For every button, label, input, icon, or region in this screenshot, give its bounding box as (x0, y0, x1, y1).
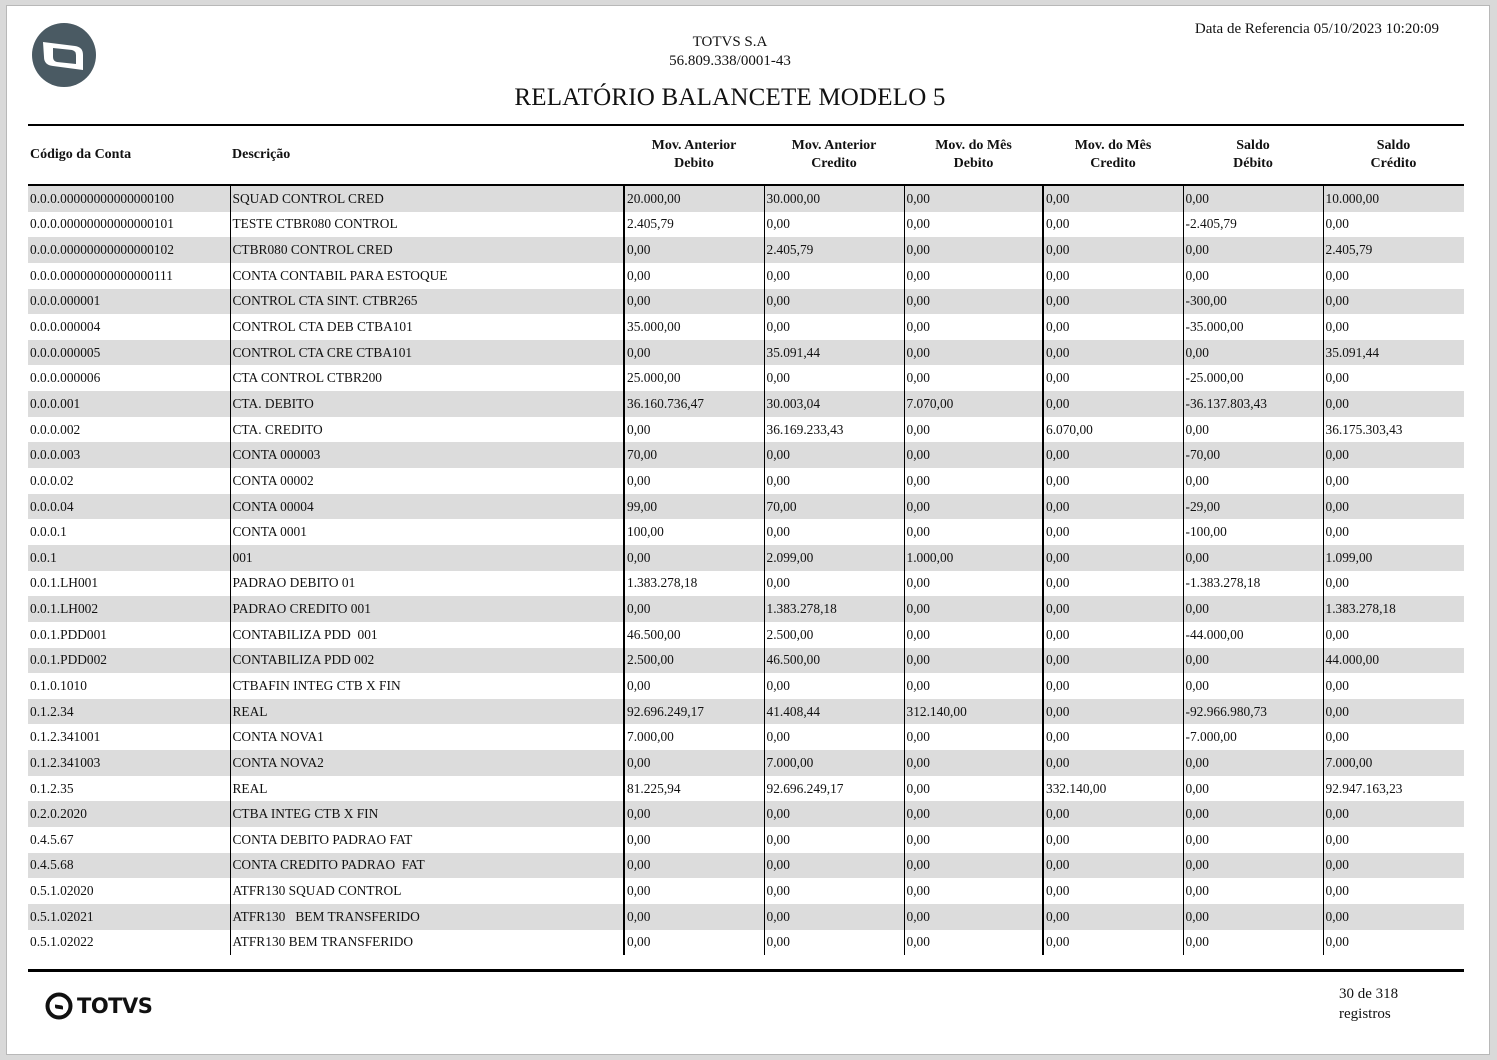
cell-month-debit: 0,00 (904, 776, 1043, 802)
cell-balance-debit: -2.405,79 (1183, 212, 1323, 238)
cell-month-debit: 0,00 (904, 519, 1043, 545)
cell-balance-credit: 0,00 (1323, 314, 1464, 340)
cell-prev-credit: 0,00 (764, 519, 904, 545)
table-row (28, 494, 1464, 520)
cell-balance-credit: 36.175.303,43 (1323, 417, 1464, 443)
cell-prev-credit: 35.091,44 (764, 340, 904, 366)
cell-account-code: 0.1.0.1010 (30, 677, 87, 693)
cell-prev-credit: 1.383.278,18 (764, 596, 904, 622)
cell-account-code: 0.1.2.35 (30, 780, 74, 796)
cell-description: ATFR130 BEM TRANSFERIDO (230, 930, 624, 956)
cell-description: CTA CONTROL CTBR200 (230, 365, 624, 391)
table-row (28, 648, 1464, 674)
cell-prev-credit: 70,00 (764, 494, 904, 520)
cell-month-debit: 1.000,00 (904, 545, 1043, 571)
cell-month-credit: 0,00 (1043, 519, 1183, 545)
cell-prev-credit: 46.500,00 (764, 648, 904, 674)
cell-prev-debit: 0,00 (624, 878, 764, 904)
table-row (28, 365, 1464, 391)
cell-description: TESTE CTBR080 CONTROL (230, 212, 624, 238)
cell-balance-credit: 2.405,79 (1323, 237, 1464, 263)
cell-account-code: 0.4.5.68 (28, 853, 230, 879)
cell-account-code: 0.0.1 (28, 545, 230, 571)
cell-account-code: 0.0.0.1 (30, 524, 67, 540)
cell-month-credit: 0,00 (1043, 185, 1183, 212)
cell-balance-debit: 0,00 (1183, 904, 1323, 930)
cell-description: PADRAO CREDITO 001 (230, 596, 624, 622)
cell-balance-credit: 0,00 (1323, 468, 1464, 494)
cell-prev-debit: 0,00 (624, 417, 764, 443)
cell-month-debit: 0,00 (904, 340, 1043, 366)
cell-prev-debit: 36.160.736,47 (624, 391, 764, 417)
cell-prev-credit: 92.696.249,17 (764, 776, 904, 802)
cell-balance-debit: 0,00 (1183, 776, 1323, 802)
table-row (28, 391, 1464, 417)
cell-prev-debit: 2.500,00 (624, 648, 764, 674)
cell-prev-debit: 92.696.249,17 (624, 699, 764, 725)
table-row (28, 622, 1464, 648)
cell-month-credit: 0,00 (1043, 340, 1183, 366)
table-body (28, 185, 1464, 955)
cell-prev-debit: 0,00 (624, 340, 764, 366)
cell-prev-debit: 0,00 (624, 750, 764, 776)
cell-prev-credit: 0,00 (764, 314, 904, 340)
table-row (28, 212, 1464, 238)
cell-balance-credit: 35.091,44 (1323, 340, 1464, 366)
table-row (28, 596, 1464, 622)
cell-prev-credit: 2.500,00 (764, 622, 904, 648)
company-name: TOTVS S.A (692, 34, 768, 50)
cell-month-credit: 0,00 (1043, 622, 1183, 648)
cell-prev-debit: 46.500,00 (624, 622, 764, 648)
cell-month-credit: 332.140,00 (1043, 776, 1183, 802)
cell-description: REAL (230, 776, 624, 802)
cell-account-code: 0.5.1.02021 (28, 904, 230, 930)
cell-balance-credit: 0,00 (1323, 212, 1464, 238)
cell-prev-credit: 0,00 (764, 442, 904, 468)
cell-prev-credit: 0,00 (764, 904, 904, 930)
cell-description: CONTA 00002 (230, 468, 624, 494)
cell-month-credit: 0,00 (1043, 571, 1183, 597)
cell-month-debit: 0,00 (904, 442, 1043, 468)
cell-account-code: 0.0.0.02 (30, 472, 74, 488)
report-page (6, 5, 1490, 1055)
cell-prev-debit: 0,00 (624, 827, 764, 853)
cell-month-credit: 0,00 (1043, 673, 1183, 699)
cell-prev-debit: 35.000,00 (624, 314, 764, 340)
cell-balance-credit: 0,00 (1323, 801, 1464, 827)
cell-balance-credit: 0,00 (1323, 622, 1464, 648)
cell-balance-credit: 1.099,00 (1323, 545, 1464, 571)
cell-balance-debit: -44.000,00 (1183, 622, 1323, 648)
cell-prev-debit: 99,00 (624, 494, 764, 520)
cell-month-debit: 0,00 (904, 417, 1043, 443)
cell-balance-credit: 0,00 (1323, 878, 1464, 904)
cell-description: CTA. DEBITO (230, 391, 624, 417)
cell-account-code: 0.0.0.00000000000000101 (30, 216, 174, 232)
balance-table (28, 126, 1464, 955)
cell-account-code: 0.0.0.002 (30, 421, 81, 437)
company-cnpj: 56.809.338/0001-43 (669, 53, 791, 69)
footer-brand-name: TOTVS (77, 994, 153, 1018)
cell-balance-debit: -70,00 (1183, 442, 1323, 468)
cell-prev-credit: 30.003,04 (764, 391, 904, 417)
cell-balance-credit: 0,00 (1323, 673, 1464, 699)
cell-description: CONTROL CTA DEB CTBA101 (230, 314, 624, 340)
cell-balance-debit: 0,00 (1183, 596, 1323, 622)
cell-prev-debit: 25.000,00 (624, 365, 764, 391)
cell-balance-debit: -7.000,00 (1183, 724, 1323, 750)
cell-prev-debit: 0,00 (624, 468, 764, 494)
cell-description: CONTA 000003 (230, 442, 624, 468)
cell-prev-credit: 41.408,44 (764, 699, 904, 725)
cell-month-debit: 0,00 (904, 930, 1043, 956)
cell-prev-credit: 30.000,00 (764, 185, 904, 212)
cell-description: CTBR080 CONTROL CRED (230, 237, 624, 263)
cell-account-code: 0.4.5.67 (30, 831, 74, 847)
cell-description: CONTA DEBITO PADRAO FAT (230, 827, 624, 853)
column-header-balance-credit: Saldo Crédito (1323, 126, 1464, 185)
cell-balance-debit: 0,00 (1183, 827, 1323, 853)
cell-account-code: 0.0.1.PDD001 (30, 626, 108, 642)
totvs-footer-logo-icon (45, 992, 73, 1020)
cell-balance-debit: -300,00 (1183, 289, 1323, 315)
cell-prev-debit: 0,00 (624, 237, 764, 263)
cell-balance-credit: 0,00 (1323, 494, 1464, 520)
cell-balance-debit: -35.000,00 (1183, 314, 1323, 340)
cell-balance-debit: -25.000,00 (1183, 365, 1323, 391)
cell-month-debit: 0,00 (904, 801, 1043, 827)
cell-account-code: 0.0.1.PDD002 (28, 648, 230, 674)
table-row (28, 673, 1464, 699)
cell-prev-debit: 81.225,94 (624, 776, 764, 802)
cell-prev-credit: 0,00 (764, 853, 904, 879)
cell-month-credit: 0,00 (1043, 596, 1183, 622)
cell-balance-debit: -92.966.980,73 (1183, 699, 1323, 725)
cell-prev-credit: 7.000,00 (764, 750, 904, 776)
cell-prev-debit: 0,00 (624, 930, 764, 956)
cell-month-debit: 0,00 (904, 904, 1043, 930)
cell-month-credit: 0,00 (1043, 878, 1183, 904)
cell-month-debit: 0,00 (904, 596, 1043, 622)
cell-balance-debit: 0,00 (1183, 930, 1323, 956)
cell-month-credit: 0,00 (1043, 699, 1183, 725)
table-row (28, 724, 1464, 750)
table-row (28, 519, 1464, 545)
cell-balance-credit: 0,00 (1323, 930, 1464, 956)
cell-account-code: 0.0.0.04 (28, 494, 230, 520)
cell-month-debit: 0,00 (904, 289, 1043, 315)
table-row (28, 417, 1464, 443)
cell-description: CONTA NOVA1 (230, 724, 624, 750)
cell-description: CTBAFIN INTEG CTB X FIN (230, 673, 624, 699)
cell-month-credit: 0,00 (1043, 724, 1183, 750)
cell-description: CONTABILIZA PDD 001 (230, 622, 624, 648)
cell-month-debit: 0,00 (904, 724, 1043, 750)
cell-month-debit: 0,00 (904, 212, 1043, 238)
cell-balance-credit: 92.947.163,23 (1323, 776, 1464, 802)
cell-balance-credit: 10.000,00 (1323, 185, 1464, 212)
cell-month-debit: 0,00 (904, 185, 1043, 212)
column-header-prev-debit: Mov. Anterior Debito (624, 126, 764, 185)
table-row (28, 878, 1464, 904)
cell-month-credit: 0,00 (1043, 468, 1183, 494)
cell-balance-debit: -29,00 (1183, 494, 1323, 520)
cell-prev-credit: 0,00 (764, 468, 904, 494)
cell-balance-debit: 0,00 (1183, 750, 1323, 776)
cell-prev-debit: 100,00 (624, 519, 764, 545)
cell-month-debit: 0,00 (904, 648, 1043, 674)
cell-month-credit: 0,00 (1043, 648, 1183, 674)
cell-month-credit: 0,00 (1043, 212, 1183, 238)
cell-month-credit: 0,00 (1043, 442, 1183, 468)
cell-month-debit: 0,00 (904, 468, 1043, 494)
cell-month-debit: 0,00 (904, 237, 1043, 263)
cell-month-credit: 0,00 (1043, 930, 1183, 956)
cell-month-debit: 0,00 (904, 622, 1043, 648)
cell-month-credit: 0,00 (1043, 391, 1183, 417)
cell-balance-debit: 0,00 (1183, 673, 1323, 699)
cell-balance-credit: 1.383.278,18 (1323, 596, 1464, 622)
cell-description: CTA. CREDITO (230, 417, 624, 443)
cell-month-credit: 0,00 (1043, 904, 1183, 930)
cell-account-code: 0.5.1.02022 (30, 934, 94, 950)
cell-month-credit: 0,00 (1043, 545, 1183, 571)
cell-prev-credit: 0,00 (764, 827, 904, 853)
cell-description: CONTA 0001 (230, 519, 624, 545)
cell-description: REAL (230, 699, 624, 725)
cell-balance-credit: 0,00 (1323, 365, 1464, 391)
cell-account-code: 0.1.2.341003 (28, 750, 230, 776)
cell-balance-credit: 0,00 (1323, 289, 1464, 315)
column-header-balance-debit: Saldo Débito (1183, 126, 1323, 185)
cell-prev-credit: 2.099,00 (764, 545, 904, 571)
cell-balance-debit: 0,00 (1183, 468, 1323, 494)
table-row (28, 750, 1464, 776)
cell-prev-credit: 2.405,79 (764, 237, 904, 263)
table-row (28, 776, 1464, 802)
cell-balance-debit: 0,00 (1183, 545, 1323, 571)
cell-month-credit: 0,00 (1043, 750, 1183, 776)
column-header-month-debit: Mov. do Mês Debito (904, 126, 1043, 185)
cell-month-debit: 0,00 (904, 571, 1043, 597)
cell-account-code: 0.0.1.LH001 (30, 575, 99, 591)
cell-balance-credit: 0,00 (1323, 827, 1464, 853)
cell-prev-debit: 2.405,79 (624, 212, 764, 238)
cell-balance-credit: 7.000,00 (1323, 750, 1464, 776)
cell-prev-debit: 20.000,00 (624, 185, 764, 212)
cell-prev-credit: 0,00 (764, 212, 904, 238)
record-count-line2: registros (1339, 1006, 1391, 1022)
cell-prev-credit: 0,00 (764, 724, 904, 750)
cell-month-credit: 0,00 (1043, 853, 1183, 879)
cell-description: CONTA CREDITO PADRAO FAT (230, 853, 624, 879)
cell-prev-debit: 7.000,00 (624, 724, 764, 750)
cell-account-code: 0.0.0.000006 (30, 370, 101, 386)
cell-month-debit: 312.140,00 (904, 699, 1043, 725)
cell-description: CTBA INTEG CTB X FIN (230, 801, 624, 827)
cell-month-debit: 0,00 (904, 365, 1043, 391)
cell-account-code: 0.0.0.000001 (28, 289, 230, 315)
cell-balance-debit: -1.383.278,18 (1183, 571, 1323, 597)
cell-description: CONTA 00004 (230, 494, 624, 520)
cell-month-debit: 0,00 (904, 314, 1043, 340)
cell-month-debit: 0,00 (904, 878, 1043, 904)
column-header-account-code: Código da Conta (28, 126, 230, 185)
cell-balance-debit: 0,00 (1183, 878, 1323, 904)
cell-balance-credit: 0,00 (1323, 391, 1464, 417)
cell-account-code: 0.0.1.LH002 (28, 596, 230, 622)
table-row (28, 827, 1464, 853)
cell-balance-credit: 0,00 (1323, 699, 1464, 725)
cell-balance-credit: 0,00 (1323, 442, 1464, 468)
cell-prev-debit: 70,00 (624, 442, 764, 468)
cell-account-code: 0.0.0.003 (28, 442, 230, 468)
cell-description: ATFR130 BEM TRANSFERIDO (230, 904, 624, 930)
cell-prev-debit: 1.383.278,18 (624, 571, 764, 597)
cell-balance-debit: -36.137.803,43 (1183, 391, 1323, 417)
cell-balance-credit: 0,00 (1323, 724, 1464, 750)
cell-description: ATFR130 SQUAD CONTROL (230, 878, 624, 904)
cell-balance-credit: 0,00 (1323, 571, 1464, 597)
table-row (28, 263, 1464, 289)
table-row (28, 801, 1464, 827)
table-row (28, 545, 1464, 571)
table-row (28, 185, 1464, 212)
cell-prev-debit: 0,00 (624, 263, 764, 289)
cell-month-debit: 0,00 (904, 827, 1043, 853)
cell-account-code: 0.2.0.2020 (28, 801, 230, 827)
cell-prev-debit: 0,00 (624, 853, 764, 879)
table-row (28, 468, 1464, 494)
cell-prev-debit: 0,00 (624, 673, 764, 699)
table-row (28, 904, 1464, 930)
record-count (1339, 984, 1398, 1024)
cell-balance-debit: 0,00 (1183, 263, 1323, 289)
cell-account-code: 0.5.1.02020 (30, 883, 94, 899)
table-row (28, 314, 1464, 340)
cell-prev-credit: 0,00 (764, 571, 904, 597)
cell-description: CONTA CONTABIL PARA ESTOQUE (230, 263, 624, 289)
cell-balance-credit: 0,00 (1323, 263, 1464, 289)
table-row (28, 237, 1464, 263)
footer-brand (45, 990, 152, 1022)
cell-account-code: 0.1.2.34 (28, 699, 230, 725)
cell-prev-debit: 0,00 (624, 904, 764, 930)
cell-description: 001 (230, 545, 624, 571)
cell-balance-debit: 0,00 (1183, 801, 1323, 827)
company-info (530, 33, 930, 71)
cell-description: CONTROL CTA SINT. CTBR265 (230, 289, 624, 315)
footer-divider (28, 969, 1464, 972)
cell-balance-debit: 0,00 (1183, 853, 1323, 879)
cell-account-code: 0.0.0.001 (28, 391, 230, 417)
cell-balance-debit: 0,00 (1183, 648, 1323, 674)
cell-account-code: 0.0.0.000005 (28, 340, 230, 366)
cell-description: CONTROL CTA CRE CTBA101 (230, 340, 624, 366)
report-title: RELATÓRIO BALANCETE MODELO 5 (514, 84, 946, 111)
cell-month-credit: 6.070,00 (1043, 417, 1183, 443)
cell-month-debit: 0,00 (904, 750, 1043, 776)
cell-balance-debit: 0,00 (1183, 185, 1323, 212)
cell-month-debit: 7.070,00 (904, 391, 1043, 417)
cell-month-credit: 0,00 (1043, 827, 1183, 853)
table-row (28, 930, 1464, 956)
cell-month-debit: 0,00 (904, 494, 1043, 520)
cell-prev-credit: 36.169.233,43 (764, 417, 904, 443)
column-header-month-credit: Mov. do Mês Credito (1043, 126, 1183, 185)
table-row (28, 289, 1464, 315)
cell-prev-debit: 0,00 (624, 801, 764, 827)
cell-prev-credit: 0,00 (764, 801, 904, 827)
cell-balance-debit: 0,00 (1183, 417, 1323, 443)
cell-prev-credit: 0,00 (764, 365, 904, 391)
cell-account-code: 0.0.0.00000000000000102 (28, 237, 230, 263)
cell-description: PADRAO DEBITO 01 (230, 571, 624, 597)
cell-prev-debit: 0,00 (624, 545, 764, 571)
cell-month-debit: 0,00 (904, 673, 1043, 699)
cell-prev-credit: 0,00 (764, 673, 904, 699)
cell-prev-credit: 0,00 (764, 878, 904, 904)
reference-date: Data de Referencia 05/10/2023 10:20:09 (1194, 21, 1439, 37)
cell-month-credit: 0,00 (1043, 365, 1183, 391)
column-header-description: Descrição (230, 126, 624, 185)
cell-prev-debit: 0,00 (624, 289, 764, 315)
cell-balance-credit: 44.000,00 (1323, 648, 1464, 674)
table-row (28, 340, 1464, 366)
cell-prev-debit: 0,00 (624, 596, 764, 622)
cell-prev-credit: 0,00 (764, 289, 904, 315)
cell-description: SQUAD CONTROL CRED (230, 185, 624, 212)
table-header-row (28, 126, 1464, 185)
cell-month-credit: 0,00 (1043, 801, 1183, 827)
cell-description: CONTABILIZA PDD 002 (230, 648, 624, 674)
record-count-line1: 30 de 318 (1339, 986, 1399, 1002)
cell-balance-credit: 0,00 (1323, 519, 1464, 545)
cell-balance-credit: 0,00 (1323, 904, 1464, 930)
cell-month-credit: 0,00 (1043, 494, 1183, 520)
cell-balance-debit: 0,00 (1183, 237, 1323, 263)
cell-month-credit: 0,00 (1043, 314, 1183, 340)
cell-account-code: 0.0.0.000004 (30, 319, 101, 335)
cell-month-credit: 0,00 (1043, 237, 1183, 263)
cell-description: CONTA NOVA2 (230, 750, 624, 776)
cell-account-code: 0.0.0.00000000000000111 (30, 267, 173, 283)
table-row (28, 699, 1464, 725)
totvs-logo-icon (31, 22, 97, 88)
cell-balance-credit: 0,00 (1323, 853, 1464, 879)
cell-balance-debit: 0,00 (1183, 340, 1323, 366)
cell-month-credit: 0,00 (1043, 289, 1183, 315)
cell-month-credit: 0,00 (1043, 263, 1183, 289)
cell-account-code: 0.1.2.341001 (30, 729, 101, 745)
table-row (28, 442, 1464, 468)
cell-balance-debit: -100,00 (1183, 519, 1323, 545)
cell-month-debit: 0,00 (904, 263, 1043, 289)
cell-prev-credit: 0,00 (764, 930, 904, 956)
table-row (28, 853, 1464, 879)
cell-account-code: 0.0.0.00000000000000100 (28, 185, 230, 212)
cell-prev-credit: 0,00 (764, 263, 904, 289)
table-row (28, 571, 1464, 597)
cell-month-debit: 0,00 (904, 853, 1043, 879)
column-header-prev-credit: Mov. Anterior Credito (764, 126, 904, 185)
